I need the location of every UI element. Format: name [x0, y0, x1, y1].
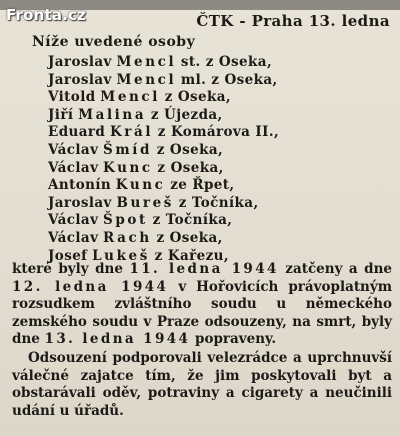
list-item [48, 142, 279, 160]
given-name: Jiří [48, 106, 74, 123]
origin: z Komárova II., [157, 124, 280, 141]
surname: Král [109, 124, 154, 141]
list-item [48, 107, 279, 125]
surname: Rach [103, 229, 152, 246]
given-name: Jaroslav [48, 54, 112, 70]
paragraph-text: v Hořovicích právoplatným rozsudkem zvláštního soudu u německého zemského soudu v Praze odsouzeny, na smrt, byly dne [12, 278, 392, 348]
given-name: Václav [48, 159, 99, 176]
persons-list [48, 54, 279, 265]
arrest-date: 11. ledna 1944 [129, 261, 279, 277]
origin: z Újezda, [150, 106, 223, 123]
origin: z Kařezu, [154, 247, 229, 264]
surname: Mencl [116, 71, 177, 88]
given-name: Josef [48, 247, 88, 264]
origin: ze Řpet, [170, 177, 235, 194]
given-name: Václav [48, 229, 99, 246]
surname: Mencl [116, 54, 177, 70]
paragraph-text: zatčeny a dne [278, 261, 392, 277]
origin: st. z Oseka, [180, 54, 273, 70]
surname: Špot [103, 212, 148, 229]
origin: z Oseka, [157, 159, 224, 176]
paragraph-text: popraveny. [190, 331, 277, 348]
list-item [48, 160, 279, 178]
origin: z Oseka, [156, 229, 223, 246]
surname: Kunc [115, 177, 166, 194]
given-name: Jaroslav [48, 71, 112, 88]
surname: Šmíd [103, 141, 153, 158]
origin: ml. z Oseka, [180, 71, 278, 88]
list-item [48, 212, 279, 230]
list-item [48, 54, 279, 72]
sentence-date: 12. ledna 1944 [12, 278, 169, 295]
list-item [48, 230, 279, 248]
intro-heading: Níže uvedené osoby [32, 34, 196, 50]
origin: z Točníka, [152, 212, 233, 229]
given-name: Eduard [48, 124, 106, 141]
origin: z Oseka, [164, 89, 232, 106]
list-item [48, 89, 279, 107]
given-name: Václav [48, 141, 99, 158]
paragraph-text: které byly dne [12, 261, 130, 277]
list-item [48, 72, 279, 90]
list-item [48, 177, 279, 195]
surname: Malina [78, 106, 147, 123]
origin: z Točníka, [178, 194, 259, 211]
surname: Kunc [103, 159, 153, 176]
surname: Mencl [100, 89, 160, 106]
list-item [48, 124, 279, 142]
surname: Lukeš [92, 247, 150, 264]
given-name: Jaroslav [48, 194, 112, 211]
execution-paragraph [12, 261, 392, 349]
charges-paragraph: Odsouzení podporovali velezrádce a uprchnuvší válečné zajatce tím, že jim poskytovali byt a obstarávali oděv, potraviny a cigarety a neučinili udání u úřadů. [12, 350, 392, 419]
given-name: Antonín [48, 177, 112, 194]
surname: Bureš [116, 194, 175, 211]
origin: z Oseka, [156, 141, 224, 158]
list-item [48, 195, 279, 213]
dateline: ČTK - Praha 13. ledna [196, 12, 390, 30]
site-watermark: Fronta.cz [6, 6, 87, 24]
execution-date: 13. ledna 1944 [44, 331, 191, 348]
given-name: Vitold [48, 89, 96, 106]
given-name: Václav [48, 212, 99, 229]
